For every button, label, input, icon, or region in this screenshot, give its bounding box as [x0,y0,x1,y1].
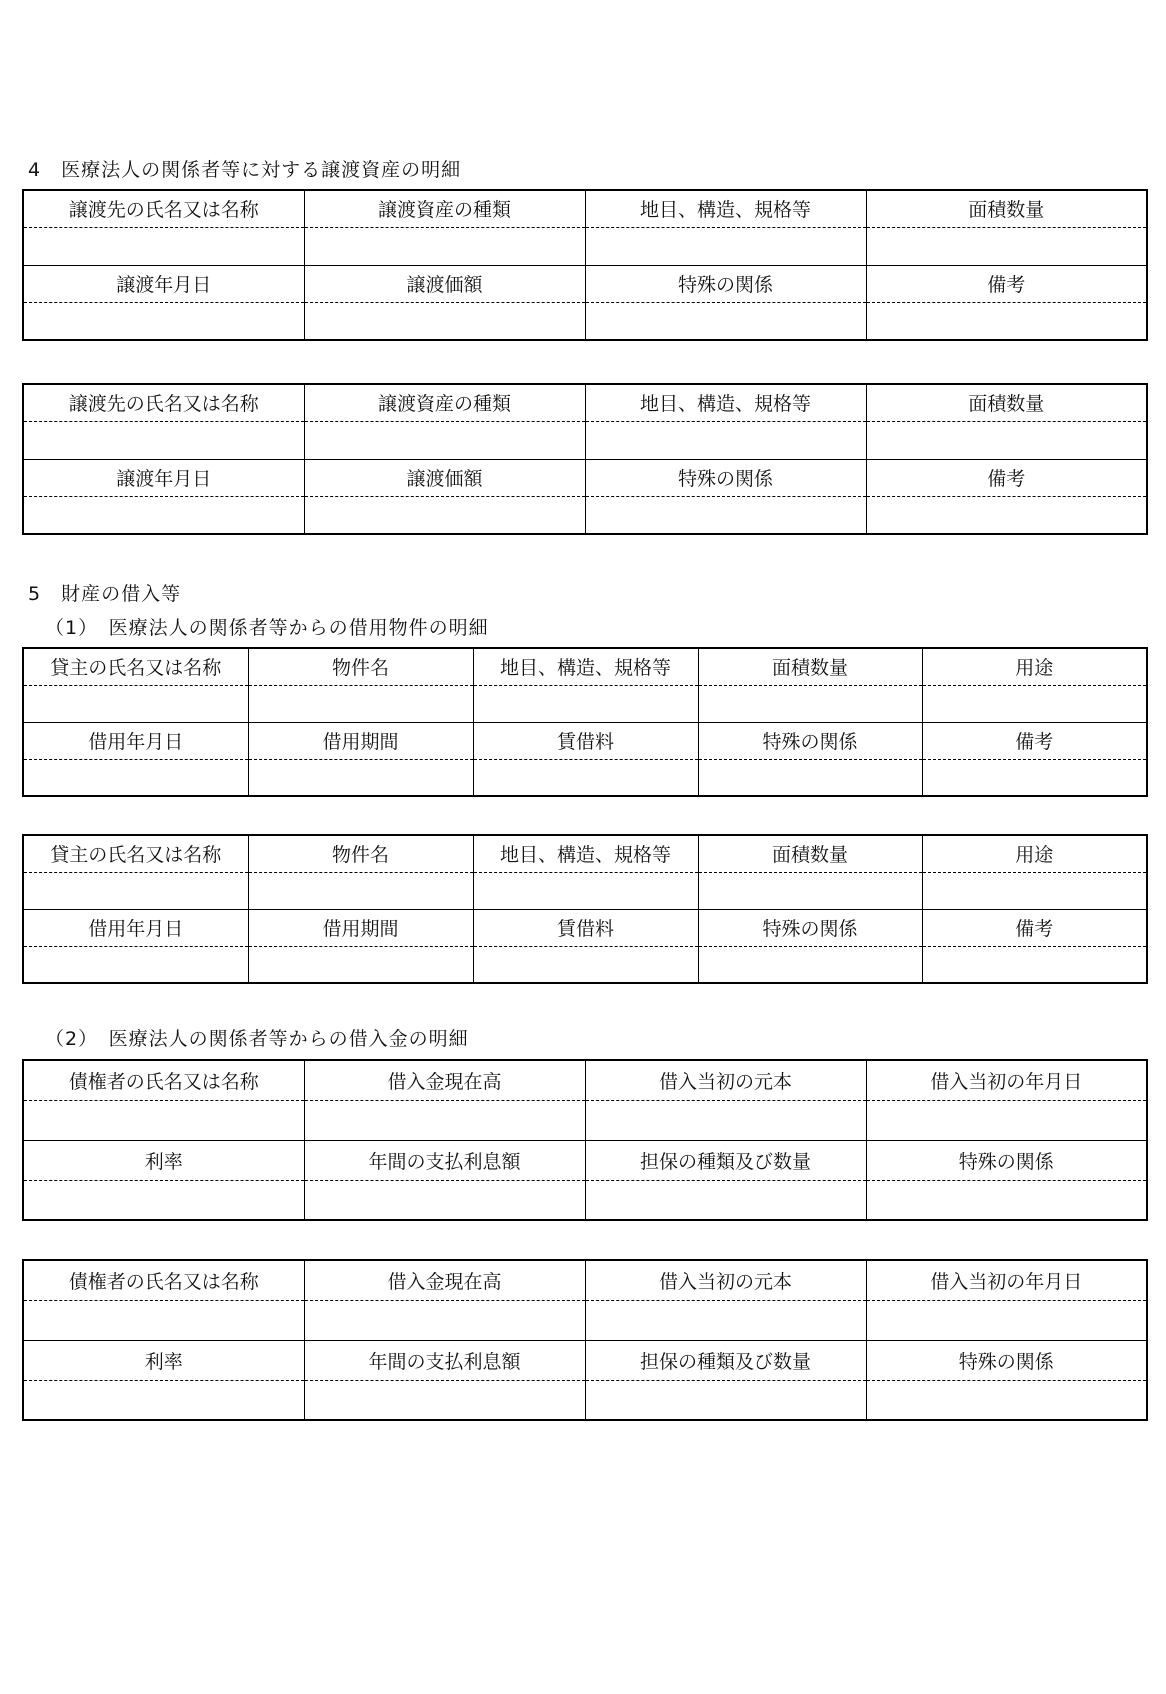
land-structure-field[interactable] [585,421,866,459]
collateral-field[interactable] [585,1380,866,1420]
initial-date-label: 借入当初の年月日 [866,1260,1147,1300]
borrow-date-field[interactable] [23,759,248,796]
asset-type-label: 譲渡資産の種類 [304,190,585,227]
borrowed-property-table-2 [22,834,1148,984]
purpose-field[interactable] [922,872,1147,909]
special-relation-field[interactable] [698,759,922,796]
remarks-label: 備考 [866,265,1147,302]
initial-principal-field[interactable] [585,1300,866,1340]
property-name-field[interactable] [248,685,473,722]
property-name-label: 物件名 [248,648,473,685]
transfer-price-label: 譲渡価額 [304,459,585,496]
remarks-field[interactable] [922,759,1147,796]
section5-sub1-heading: （1） 医療法人の関係者等からの借用物件の明細 [45,617,489,639]
transferee-name-label: 譲渡先の氏名又は名称 [23,190,304,227]
borrow-period-field[interactable] [248,946,473,983]
remarks-label: 備考 [922,722,1147,759]
area-quantity-field[interactable] [698,685,922,722]
asset-type-field[interactable] [304,227,585,265]
asset-type-field[interactable] [304,421,585,459]
special-relation-label: 特殊の関係 [585,265,866,302]
borrow-date-label: 借用年月日 [23,722,248,759]
annual-interest-field[interactable] [304,1180,585,1220]
special-relation-label: 特殊の関係 [866,1140,1147,1180]
creditor-name-field[interactable] [23,1100,304,1140]
land-structure-label: 地目、構造、規格等 [585,190,866,227]
creditor-name-field[interactable] [23,1300,304,1340]
current-balance-label: 借入金現在高 [304,1060,585,1100]
special-relation-field[interactable] [866,1380,1147,1420]
purpose-field[interactable] [922,685,1147,722]
purpose-label: 用途 [922,648,1147,685]
borrowed-money-table-2 [22,1259,1148,1421]
initial-principal-label: 借入当初の元本 [585,1060,866,1100]
annual-interest-label: 年間の支払利息額 [304,1340,585,1380]
transfer-assets-table-2 [22,383,1148,535]
special-relation-field[interactable] [585,302,866,340]
borrow-date-label: 借用年月日 [23,909,248,946]
remarks-field[interactable] [866,302,1147,340]
lessor-name-label: 貸主の氏名又は名称 [23,648,248,685]
borrow-date-field[interactable] [23,946,248,983]
transfer-price-field[interactable] [304,302,585,340]
creditor-name-label: 債権者の氏名又は名称 [23,1060,304,1100]
area-quantity-field[interactable] [866,227,1147,265]
land-structure-field[interactable] [473,685,698,722]
annual-interest-field[interactable] [304,1380,585,1420]
rent-label: 賃借料 [473,722,698,759]
borrow-period-label: 借用期間 [248,909,473,946]
rent-label: 賃借料 [473,909,698,946]
remarks-field[interactable] [866,496,1147,534]
special-relation-label: 特殊の関係 [698,909,922,946]
current-balance-field[interactable] [304,1100,585,1140]
initial-principal-field[interactable] [585,1100,866,1140]
transfer-assets-table-1 [22,189,1148,341]
lessor-name-label: 貸主の氏名又は名称 [23,835,248,872]
borrowed-property-table-1 [22,647,1148,797]
remarks-field[interactable] [922,946,1147,983]
transferee-name-field[interactable] [23,227,304,265]
transfer-date-field[interactable] [23,302,304,340]
creditor-name-label: 債権者の氏名又は名称 [23,1260,304,1300]
interest-rate-label: 利率 [23,1340,304,1380]
rent-field[interactable] [473,946,698,983]
current-balance-label: 借入金現在高 [304,1260,585,1300]
land-structure-label: 地目、構造、規格等 [473,648,698,685]
property-name-field[interactable] [248,872,473,909]
current-balance-field[interactable] [304,1300,585,1340]
transferee-name-field[interactable] [23,421,304,459]
area-quantity-label: 面積数量 [866,384,1147,421]
section5-sub2-heading: （2） 医療法人の関係者等からの借入金の明細 [45,1028,469,1050]
section5-heading: 5 財産の借入等 [28,583,182,605]
borrow-period-field[interactable] [248,759,473,796]
area-quantity-label: 面積数量 [698,648,922,685]
purpose-label: 用途 [922,835,1147,872]
special-relation-field[interactable] [698,946,922,983]
area-quantity-field[interactable] [866,421,1147,459]
special-relation-label: 特殊の関係 [866,1340,1147,1380]
transfer-price-label: 譲渡価額 [304,265,585,302]
transferee-name-label: 譲渡先の氏名又は名称 [23,384,304,421]
collateral-field[interactable] [585,1180,866,1220]
rent-field[interactable] [473,759,698,796]
borrow-period-label: 借用期間 [248,722,473,759]
initial-date-field[interactable] [866,1300,1147,1340]
remarks-label: 備考 [866,459,1147,496]
area-quantity-field[interactable] [698,872,922,909]
special-relation-field[interactable] [585,496,866,534]
interest-rate-field[interactable] [23,1380,304,1420]
transfer-price-field[interactable] [304,496,585,534]
initial-date-field[interactable] [866,1100,1147,1140]
land-structure-field[interactable] [473,872,698,909]
remarks-label: 備考 [922,909,1147,946]
section4-heading: 4 医療法人の関係者等に対する譲渡資産の明細 [28,159,462,181]
interest-rate-field[interactable] [23,1180,304,1220]
initial-date-label: 借入当初の年月日 [866,1060,1147,1100]
special-relation-label: 特殊の関係 [698,722,922,759]
transfer-date-label: 譲渡年月日 [23,459,304,496]
land-structure-field[interactable] [585,227,866,265]
special-relation-field[interactable] [866,1180,1147,1220]
land-structure-label: 地目、構造、規格等 [585,384,866,421]
area-quantity-label: 面積数量 [866,190,1147,227]
area-quantity-label: 面積数量 [698,835,922,872]
transfer-date-field[interactable] [23,496,304,534]
initial-principal-label: 借入当初の元本 [585,1260,866,1300]
collateral-label: 担保の種類及び数量 [585,1340,866,1380]
interest-rate-label: 利率 [23,1140,304,1180]
annual-interest-label: 年間の支払利息額 [304,1140,585,1180]
land-structure-label: 地目、構造、規格等 [473,835,698,872]
transfer-date-label: 譲渡年月日 [23,265,304,302]
special-relation-label: 特殊の関係 [585,459,866,496]
lessor-name-field[interactable] [23,872,248,909]
collateral-label: 担保の種類及び数量 [585,1140,866,1180]
property-name-label: 物件名 [248,835,473,872]
asset-type-label: 譲渡資産の種類 [304,384,585,421]
borrowed-money-table-1 [22,1059,1148,1221]
lessor-name-field[interactable] [23,685,248,722]
